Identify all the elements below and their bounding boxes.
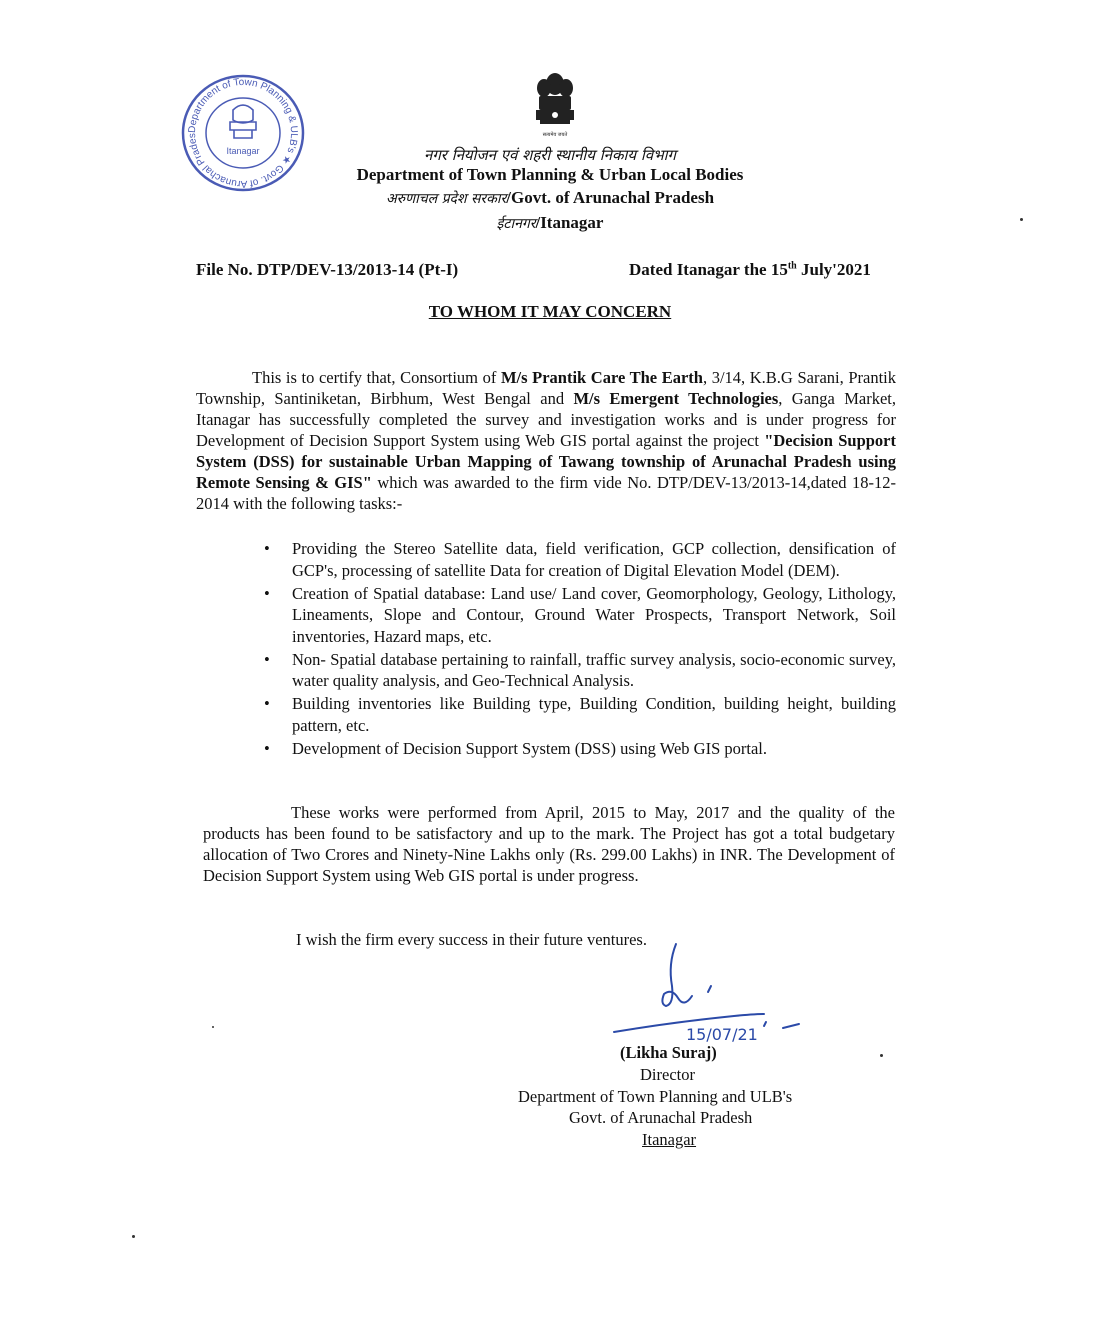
signatory-title: Director bbox=[640, 1065, 695, 1084]
scan-speck bbox=[1020, 218, 1023, 221]
firm-name-2: M/s Emergent Technologies bbox=[573, 389, 779, 408]
bullet-icon: • bbox=[264, 583, 270, 603]
city-name: /Itanagar bbox=[535, 213, 604, 232]
bullet-icon: • bbox=[264, 539, 270, 558]
date-month-year: July'2021 bbox=[796, 260, 871, 279]
para1-text-3: , Ganga Market, Itanagar has successfully completed the survey and investigation works and is under progress for Development of Decision Support System using Web GIS portal against the project bbox=[196, 389, 897, 450]
bullet-icon: • bbox=[264, 694, 270, 713]
hindi-city: ईटानगर bbox=[496, 216, 536, 232]
task-text: Building inventories like Building type, Building Condition, building height, building pattern, etc. bbox=[292, 694, 896, 735]
svg-text:Department of Town Planning &: Department of Town Planning & ULB's ★ Govt. of Arunachal Prades bbox=[186, 76, 300, 190]
list-item bbox=[262, 649, 896, 692]
bullet-icon: • bbox=[264, 738, 270, 758]
city-line bbox=[0, 213, 1100, 233]
scan-speck bbox=[212, 1026, 214, 1028]
letter-date bbox=[629, 260, 871, 280]
bullet-icon: • bbox=[264, 649, 270, 669]
list-item bbox=[262, 693, 896, 736]
list-item bbox=[262, 583, 896, 648]
certificate-paragraph bbox=[196, 367, 896, 514]
list-item bbox=[262, 538, 896, 581]
closing-wish: I wish the firm every success in their future ventures. bbox=[296, 930, 647, 949]
firm-name-1: M/s Prantik Care The Earth bbox=[500, 368, 703, 387]
hindi-department-title: नगर नियोजन एवं शहरी स्थानीय निकाय विभाग bbox=[424, 146, 676, 164]
scan-speck bbox=[880, 1054, 883, 1057]
para1-text-4: which was awarded to the firm vide No. DTP/DEV-13/2013-14,dated 18-12-2014 with the following tasks:- bbox=[196, 473, 896, 513]
task-text: Non- Spatial database pertaining to rainfall, traffic survey analysis, socio-economic survey, water quality analysis, and Geo-Technical Analysis. bbox=[292, 649, 896, 690]
government-name: /Govt. of Arunachal Pradesh bbox=[506, 188, 715, 207]
task-text: Development of Decision Support System (DSS) using Web GIS portal. bbox=[292, 738, 767, 758]
signatory-name: (Likha Suraj) bbox=[620, 1043, 717, 1062]
task-text: Creation of Spatial database: Land use/ Land cover, Geomorphology, Geology, Lithology, Lineaments, Slope and Contour, Ground Water Prospects, Transport Network, Soil inventories, Hazard maps, etc. bbox=[292, 583, 896, 646]
list-item bbox=[262, 738, 896, 760]
svg-text:15/07/21: 15/07/21 bbox=[686, 1025, 758, 1044]
scan-speck bbox=[132, 1235, 135, 1238]
svg-text:सत्यमेव जयते: सत्यमेव जयते bbox=[542, 132, 568, 138]
performance-paragraph: These works were performed from April, 2015 to May, 2017 and the quality of the products has been found to be satisfactory and up to the mark. The Project has got a total budgetary allocation of Two Crores and Ninety-Nine Lakhs only (Rs. 299.00 Lakhs) in INR. The Development of Decision Support System using Web GIS portal is under progress. bbox=[203, 803, 895, 885]
signatory-government: Govt. of Arunachal Pradesh bbox=[569, 1108, 753, 1127]
department-title: Department of Town Planning & Urban Local Bodies bbox=[356, 165, 744, 184]
letter-subject: TO WHOM IT MAY CONCERN bbox=[428, 302, 672, 321]
date-prefix: Dated Itanagar the 15 bbox=[629, 260, 788, 279]
file-number: File No. DTP/DEV-13/2013-14 (Pt-I) bbox=[196, 260, 459, 279]
national-emblem-icon bbox=[527, 70, 583, 144]
hindi-government: अरुणाचल प्रदेश सरकार bbox=[385, 191, 507, 207]
date-suffix-sup: th bbox=[787, 260, 797, 272]
signatory-department: Department of Town Planning and ULB's bbox=[518, 1087, 793, 1106]
task-text: Providing the Stereo Satellite data, field verification, GCP collection, densification of GCP's, processing of satellite Data for creation of Digital Elevation Model (DEM). bbox=[292, 539, 896, 580]
government-line bbox=[0, 188, 1100, 208]
project-title: "Decision Support System (DSS) for sustainable Urban Mapping of Tawang township of Arunachal Pradesh using Remote Sensing & GIS" bbox=[196, 431, 897, 492]
svg-text:Itanagar: Itanagar bbox=[226, 146, 260, 156]
para1-text-2: , 3/14, K.B.G Sarani, Prantik Township, Santiniketan, Birbhum, West Bengal and bbox=[196, 368, 896, 408]
para1-text-1: This is to certify that, Consortium of bbox=[252, 368, 501, 387]
task-list bbox=[262, 538, 896, 761]
signatory-place: Itanagar bbox=[642, 1130, 697, 1149]
